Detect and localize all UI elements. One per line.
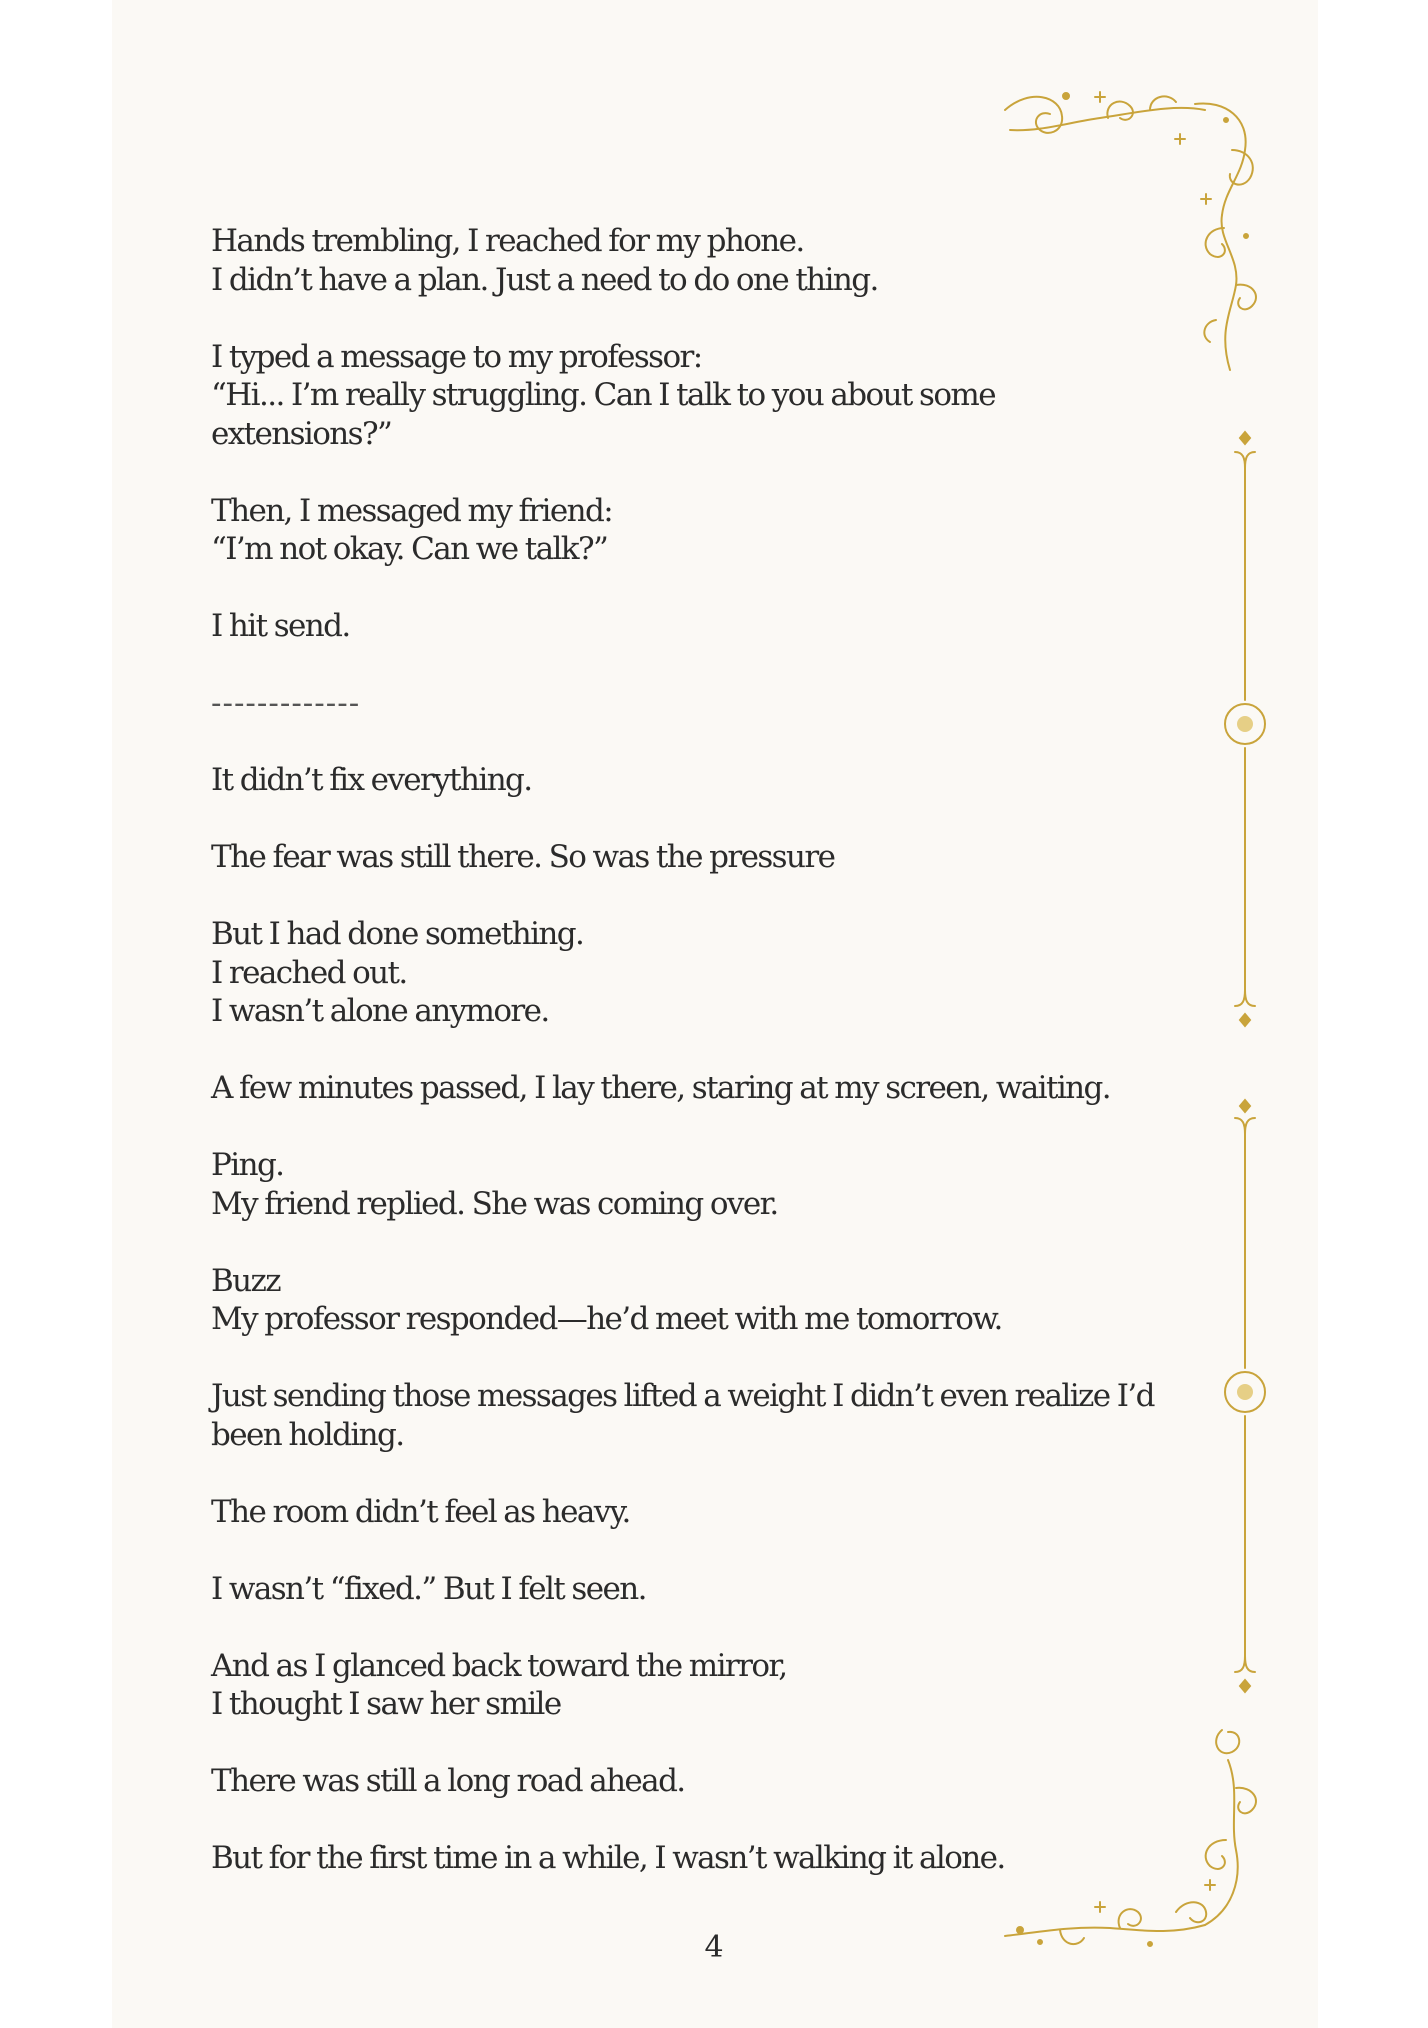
paragraph: Then, I messaged my friend: “I’m not okay. Can we talk?” <box>211 492 613 567</box>
section-divider: ------------- <box>211 685 361 721</box>
chapter-text <box>211 222 1171 1916</box>
paragraph: I typed a message to my professor: “Hi... I’m really struggling. Can I talk to you about some extensions?” <box>211 338 995 452</box>
paragraph: Ping. My friend replied. She was coming over. <box>211 1147 778 1222</box>
paragraph: Just sending those messages lifted a weight I didn’t even realize I’d been holding. <box>211 1378 1154 1453</box>
paragraph: The fear was still there. So was the pressure <box>211 839 835 875</box>
paragraph: But I had done something. I reached out. I wasn’t alone anymore. <box>211 916 584 1029</box>
paragraph: It didn’t fix everything. <box>211 762 532 798</box>
side-border-lower <box>1225 1100 1265 1692</box>
paragraph: Hands trembling, I reached for my phone. I didn’t have a plan. Just a need to do one thing. <box>211 223 878 298</box>
paragraph: But for the first time in a while, I wasn’t walking it alone. <box>211 1840 1005 1876</box>
paragraph: There was still a long road ahead. <box>211 1763 685 1799</box>
paragraph: The room didn’t feel as heavy. <box>211 1493 630 1530</box>
page-number: 4 <box>704 1930 724 1965</box>
paragraph: And as I glanced back toward the mirror, I thought I saw her smile <box>211 1647 787 1722</box>
paragraph: I wasn’t “fixed.” But I felt seen. <box>211 1570 646 1607</box>
paragraph: Buzz My professor responded—he’d meet with me tomorrow. <box>211 1262 1002 1337</box>
side-border-upper <box>1225 432 1265 1026</box>
paragraph: I hit send. <box>211 608 350 644</box>
paragraph: A few minutes passed, I lay there, staring at my screen, waiting. <box>211 1070 1111 1106</box>
